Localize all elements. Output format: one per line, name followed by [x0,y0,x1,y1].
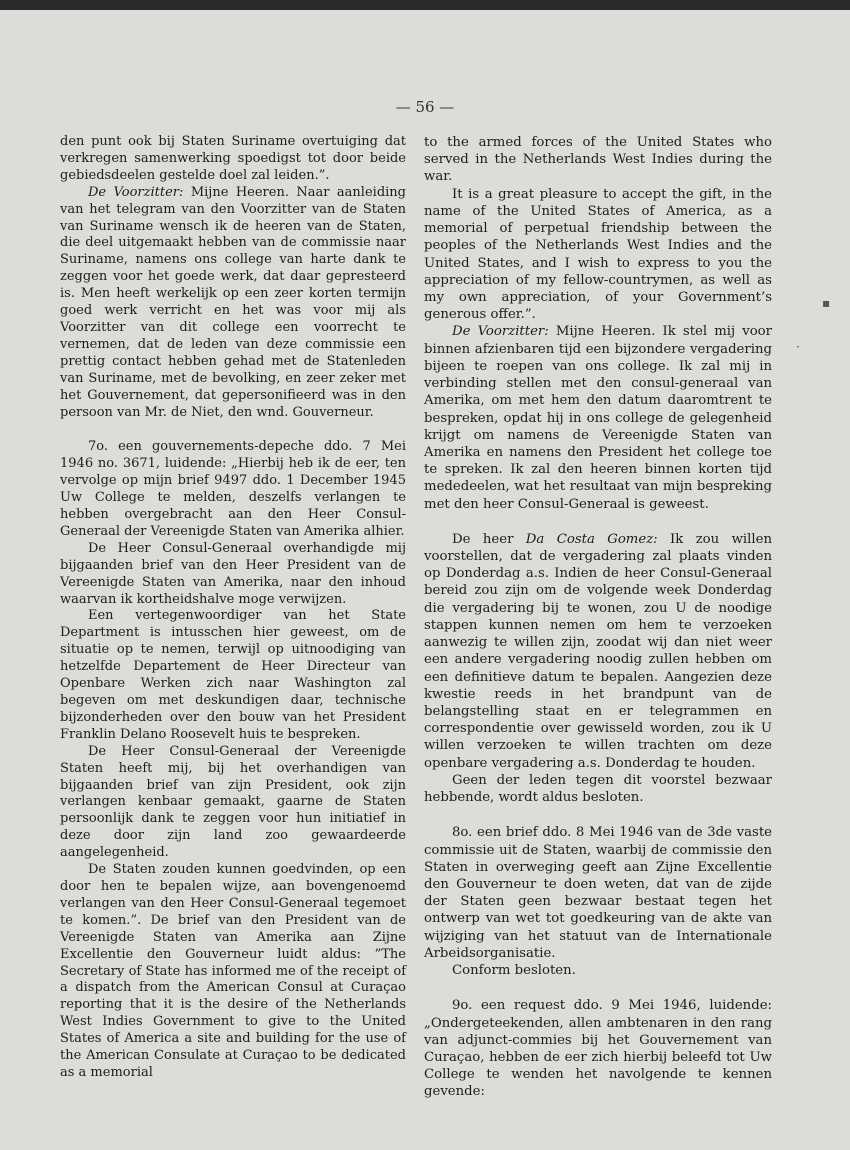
right-column [424,134,772,1101]
right-paragraph-5: Geen der leden tegen dit voorstel bezwaar hebbende, wordt aldus besloten. [424,772,772,806]
right-paragraph-3 [424,323,772,512]
margin-mark: · [796,340,800,354]
speaker-prefix: De heer [452,531,526,547]
speaker-text: Mijne Heeren. Ik stel mij voor binnen afzienbaren tijd een bijzondere vergadering bijeen te roepen van ons college. Ik zal mij in verbinding stellen met den consul-generaal van Amerika, om met hem den datum daaromtrent te bespreken, opdat hij in ons college de gelegenheid krijgt om namens de Vereenigde Staten van Amerika en namens den President het college toe te spreken. Ik zal den heeren binnen korten tijd mededeelen, wat het resultaat van mijn bespreking met den heer Consul-Generaal is geweest. [424,324,772,512]
left-paragraph-4: De Heer Consul-Generaal overhandigde mij bijgaanden brief van den Heer President van de Vereenigde Staten van Amerika, naar den inhoud waarvan ik kortheidshalve moge verwijzen. [60,540,406,607]
left-paragraph-1: den punt ook bij Staten Suriname overtuiging dat verkregen samenwerking spoedigst tot door beide gebiedsdeelen gestelde doel zal leiden.”. [60,134,406,183]
speaker-label: Da Costa Gomez: [525,531,658,547]
left-paragraph-2 [60,185,406,422]
speaker-text: Mijne Heeren. Naar aanleiding van het telegram van den Voorzitter van de Staten van Suriname wensch ik de heeren van de Staten, die deel uitgemaakt hebben van de commissie naar Suriname, namens ons college van harte dank te zeggen voor het goede werk, dat daar gepresteerd is. Men heeft werkelijk op een zeer korten termijn goed werk verricht en het was voor mij als Voorzitter van dit college een voorrecht te vernemen, dat de leden van deze commissie een prettig contact hebben gehad met de Statenleden van Suriname, met de bevolking, en zeer zeker met het Gouvernement, dat gepersonifieerd was in den persoon van Mr. de Niet, den wnd. Gouverneur. [60,184,406,420]
left-paragraph-3: 7o. een gouvernements-depeche ddo. 7 Mei 1946 no. 3671, luidende: „Hierbij heb ik de eer, ten vervolge op mijn brief 9497 ddo. 1 December 1945 Uw College te melden, deszelfs verlangen te hebben overgebracht aan den Heer Consul-Generaal der Vereenigde Staten van Amerika alhier. [60,439,406,539]
speaker-label: De Voorzitter: [88,184,184,200]
right-paragraph-4 [424,531,772,772]
right-paragraph-8: 9o. een request ddo. 9 Mei 1946, luidende: „Ondergeteekenden, allen ambtenaren in den rang van adjunct-commies bij het Gouvernement van Curaçao, hebben de eer zich hierbij beleefd tot Uw College te wenden het navolgende te kennen gevende: [424,998,772,1100]
left-column [60,134,406,1082]
right-paragraph-6: 8o. een brief ddo. 8 Mei 1946 van de 3de vaste commissie uit de Staten, waarbij de commissie den Staten in overweging geeft aan Zijne Excellentie den Gouverneur te doen weten, dat van de zijde der Staten geen bezwaar bestaat tegen het ontwerp van wet tot goedkeuring van de akte van wijziging van het statuut van de Internationale Arbeidsorganisatie. [424,825,772,961]
page-number: — 56 — [395,98,455,116]
left-paragraph-7: De Staten zouden kunnen goedvinden, op een door hen te bepalen wijze, aan bovengenoemd verlangen van den Heer Consul-Generaal tegemoet te komen.”. De brief van den President van de Vereenigde Staten van Amerika aan Zijne Excellentie den Gouverneur luidt aldus: ”The Secretary of State has informed me of the receipt of a dispatch from the American Consul at Curaçao reporting that it is the desire of the Netherlands West Indies Government to give to the United States of America a site and building for the use of the American Consulate at Curaçao to be dedicated as a memorial [60,862,406,1080]
left-paragraph-5: Een vertegenwoordiger van het State Department is intusschen hier geweest, om de situatie op te nemen, terwijl op uitnoodiging van hetzelfde Departement de Heer Directeur van Openbare Werken zich naar Washington zal begeven om met deskundigen daar, technische bijzonderheden over den bouw van het President Franklin Delano Roosevelt huis te bespreken. [60,608,406,742]
left-paragraph-6: De Heer Consul-Generaal der Vereenigde Staten heeft mij, bij het overhandigen van bijgaanden brief van zijn President, ook zijn verlangen kenbaar gemaakt, gaarne de Staten persoonlijk dank te zeggen voor hun initiatief in deze door zijn land zoo gewaardeerde aangelegenheid. [60,743,406,861]
speaker-label: De Voorzitter: [452,324,549,340]
right-paragraph-1: to the armed forces of the United States who served in the Netherlands West Indies during the war. [424,135,772,185]
speaker-text: Ik zou willen voorstellen, dat de vergadering zal plaats vinden op Donderdag a.s. Indien de heer Consul-Generaal bereid zou zijn om de volgende week Donderdag die vergadering bij te wonen, zou U de noodige stappen kunnen nemen om hem te verzoeken aanwezig te willen zijn, zoodat wij dan niet weer een andere vergadering noodig zullen hebben om een definitieve datum te bepalen. Aangezien deze kwestie reeds in het brandpunt van de belangstelling staat en er telegrammen en correspondentie over gewisseld worden, zou ik U willen verzoeken te willen trachten om deze openbare vergadering a.s. Donderdag te houden. [424,531,772,771]
document-page [0,10,850,1150]
right-paragraph-7: Conform besloten. [452,963,576,979]
right-paragraph-2: It is a great pleasure to accept the gift, in the name of the United States of America, as a memorial of perpetual friendship between the peoples of the Netherlands West Indies and the United States, and I wish to express to you the appreciation of my fellow-countrymen, as well as my own appreciation, of your Government’s generous offer.”. [424,186,772,323]
margin-mark: ▪ [822,296,831,310]
